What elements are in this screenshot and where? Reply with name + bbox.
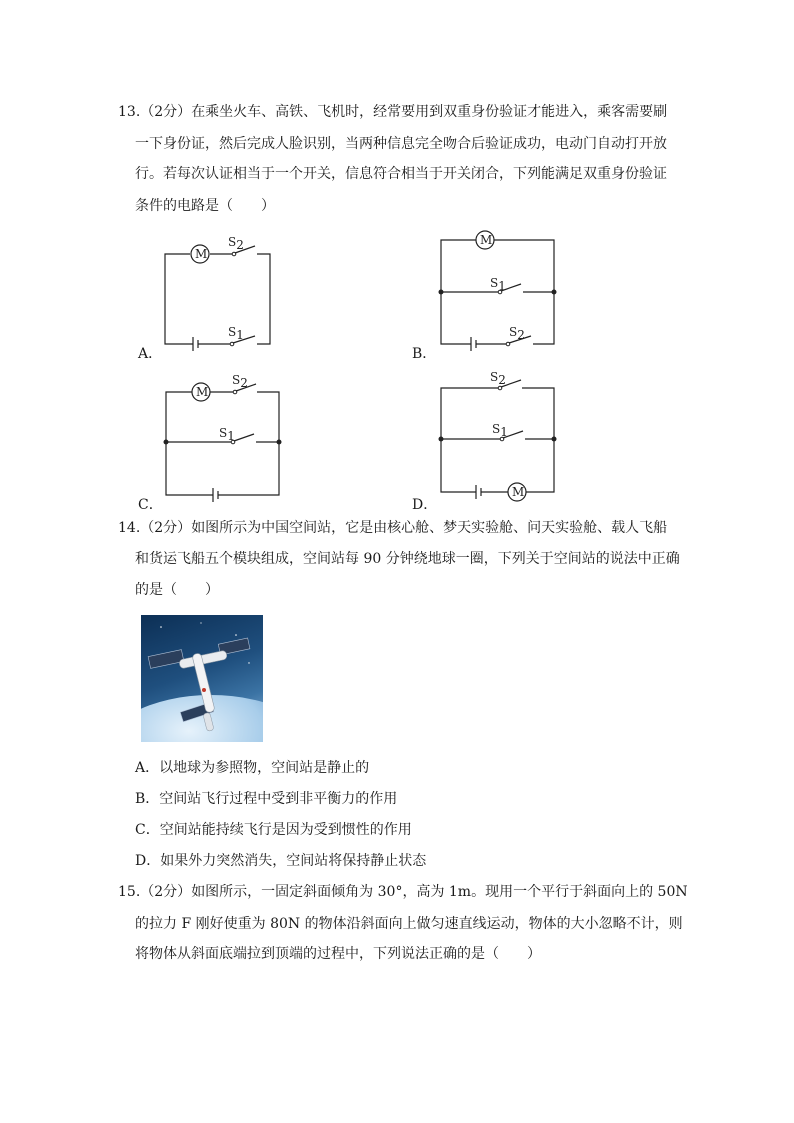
motor-symbol-c: M — [196, 385, 209, 399]
q14-line-1 — [118, 520, 667, 536]
q15-line-1 — [118, 884, 688, 900]
switch-s1-label-a: S1 — [228, 325, 244, 342]
q14-number: 14. — [118, 520, 141, 536]
switch-s1-label-d: S1 — [492, 422, 508, 439]
space-station-photo — [141, 615, 263, 742]
q14-option-d: D．如果外力突然消失，空间站将保持静止状态 — [135, 853, 427, 869]
q14-line-3: 的是（ ） — [135, 582, 219, 598]
switch-s2-label-c: S2 — [232, 373, 248, 390]
q14-text-1: 如图所示为中国空间站，它是由核心舱、梦天实验舱、问天实验舱、载人飞船 — [191, 520, 668, 536]
q15-line-3: 将物体从斜面底端拉到顶端的过程中，下列说法正确的是（ ） — [135, 946, 541, 962]
q13-line-4: 条件的电路是（ ） — [135, 198, 275, 214]
q13-line-2: 一下身份证，然后完成人脸识别，当两种信息完全吻合后验证成功，电动门自动打开放 — [135, 136, 667, 152]
switch-s2-label-d: S2 — [490, 370, 506, 387]
q13-option-c-label: C． — [138, 497, 163, 513]
motor-symbol-a: M — [195, 247, 208, 261]
q13-score: （2分） — [140, 104, 192, 120]
q15-text-1: 如图所示，一固定斜面倾角为 30°，高为 1m。现用一个平行于斜面向上的 50N — [191, 884, 688, 900]
switch-s2-label-b: S2 — [509, 325, 525, 342]
q15-score: （2分） — [140, 884, 192, 900]
q13-option-d-label: D． — [412, 497, 438, 513]
circuit-diagram-a — [160, 232, 280, 354]
motor-symbol-b: M — [480, 233, 493, 247]
motor-symbol-d: M — [512, 485, 525, 499]
switch-s2-label-a: S2 — [228, 235, 244, 252]
q15-line-2: 的拉力 F 刚好使重为 80N 的物体沿斜面向上做匀速直线运动，物体的大小忽略不计，则 — [135, 916, 683, 932]
space-station-illustration — [141, 615, 263, 742]
q13-text-1: 在乘坐火车、高铁、飞机时，经常要用到双重身份验证才能进入，乘客需要刷 — [191, 104, 668, 120]
switch-s1-label-c: S1 — [219, 426, 235, 443]
q13-option-a-label: A． — [138, 346, 163, 362]
switch-s1-label-b: S1 — [490, 276, 506, 293]
q15-number: 15. — [118, 884, 141, 900]
q14-option-a: A．以地球为参照物，空间站是静止的 — [135, 760, 370, 776]
q13-number: 13. — [118, 104, 141, 120]
circuit-diagram-b — [436, 228, 560, 352]
q14-score: （2分） — [140, 520, 192, 536]
q14-line-2: 和货运飞船五个模块组成，空间站每 90 分钟绕地球一圈，下列关于空间站的说法中正确 — [135, 551, 680, 567]
q13-line-3: 行。若每次认证相当于一个开关，信息符合相当于开关闭合，下列能满足双重身份验证 — [135, 166, 667, 182]
circuit-diagram-d — [436, 372, 560, 500]
circuit-diagram-c — [161, 373, 285, 501]
q14-option-c: C．空间站能持续飞行是因为受到惯性的作用 — [135, 822, 412, 838]
q14-option-b: B．空间站飞行过程中受到非平衡力的作用 — [135, 791, 398, 807]
q13-option-b-label: B． — [412, 346, 437, 362]
q13-line-1 — [118, 104, 667, 120]
